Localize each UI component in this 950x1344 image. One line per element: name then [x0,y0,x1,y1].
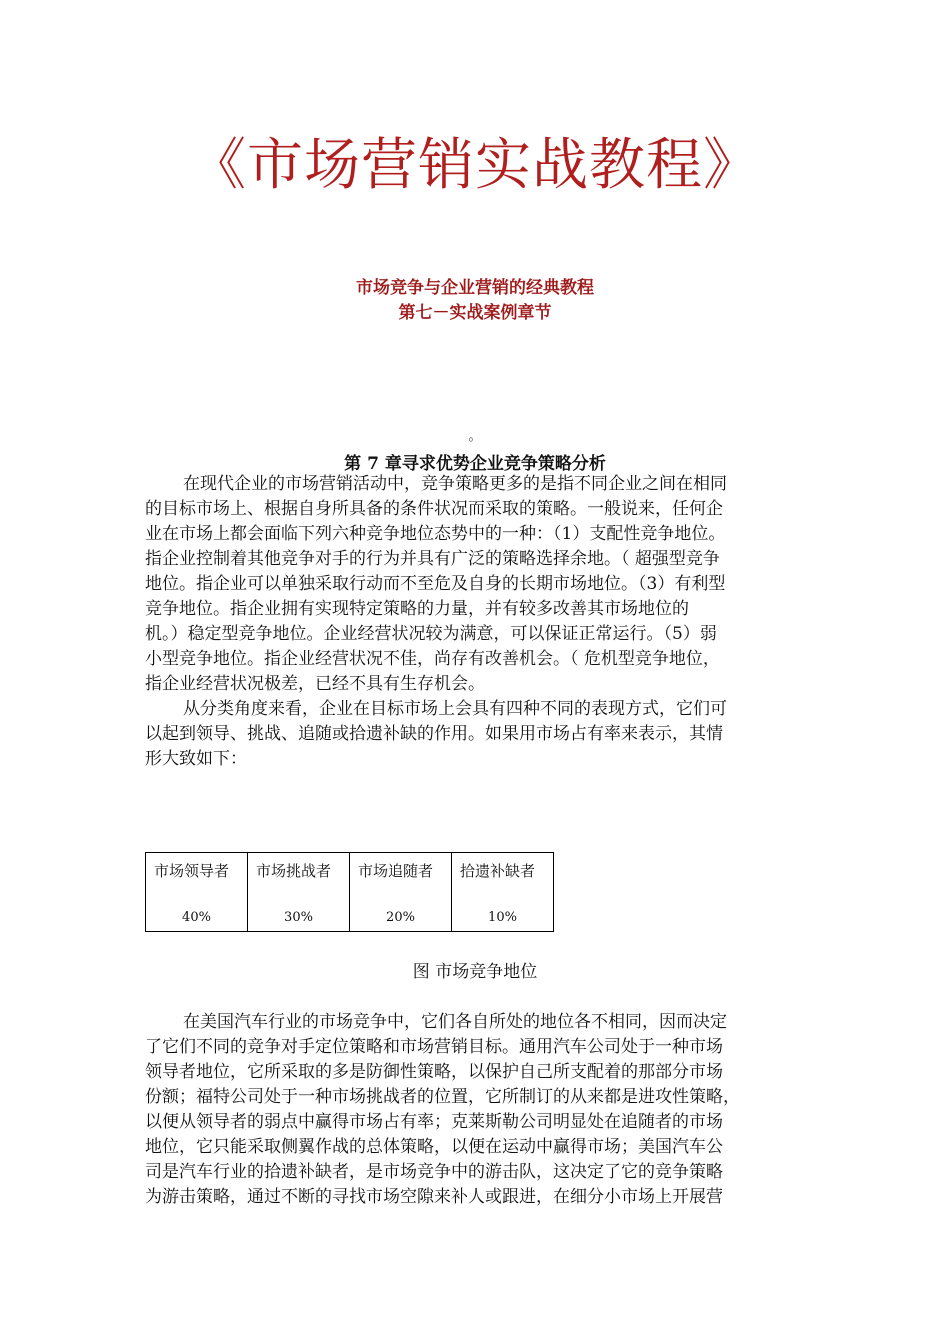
position-label: 市场领导者 [154,862,230,880]
small-mark: 。 [468,429,482,444]
paragraph-line: 从分类角度来看，企业在目标市场上会具有四种不同的表现方式，它们可 [183,699,727,719]
market-position-table [145,852,554,932]
paragraph-line: 业在市场上都会面临下列六种竞争地位态势中的一种：（1）支配性竞争地位。 [145,524,726,544]
paragraph-line: 了它们不同的竞争对手定位策略和市场营销目标。通用汽车公司处于一种市场 [145,1037,723,1057]
paragraph-line: 在美国汽车行业的市场竞争中，它们各自所处的地位各不相同，因而决定 [183,1012,727,1032]
paragraph-line: 小型竞争地位。指企业经营状况不佳，尚存有改善机会。（ 危机型竞争地位， [145,649,720,669]
document-title: 《市场营销实战教程》 [190,133,760,198]
position-label: 市场挑战者 [256,862,332,880]
paragraph-line: 指企业控制着其他竞争对手的行为并具有广泛的策略选择余地。（ 超强型竞争 [145,549,720,569]
paragraph-line: 地位，它只能采取侧翼作战的总体策略，以便在运动中赢得市场；美国汽车公 [145,1137,723,1157]
figure-caption: 图 市场竞争地位 [412,962,538,982]
paragraph-line: 指企业经营状况极差，已经不具有生存机会。 [145,674,485,694]
paragraph-line: 的目标市场上、根据自身所具备的条件状况而采取的策略。一般说来，任何企 [145,499,723,519]
position-share: 30% [284,910,313,925]
table-cell [146,853,248,932]
subtitle-line-1: 市场竞争与企业营销的经典教程 [356,278,594,298]
table-cell [350,853,452,932]
paragraph-line: 份额；福特公司处于一种市场挑战者的位置，它所制订的从来都是进攻性策略， [145,1087,740,1107]
position-label: 拾遗补缺者 [460,862,536,880]
paragraph-line: 以便从领导者的弱点中赢得市场占有率；克莱斯勒公司明显处在追随者的市场 [145,1112,723,1132]
paragraph-line: 机。）稳定型竞争地位。企业经营状况较为满意，可以保证正常运行。（5）弱 [145,624,717,644]
table-row [146,853,554,932]
subtitle-line-2: 第七－实战案例章节 [398,303,552,323]
paragraph-line: 地位。指企业可以单独采取行动而不至危及自身的长期市场地位。（3）有利型 [145,574,726,594]
paragraph-line: 形大致如下： [145,749,247,769]
paragraph-line: 司是汽车行业的拾遗补缺者，是市场竞争中的游击队，这决定了它的竞争策略 [145,1162,723,1182]
chapter-title: 第 7 章寻求优势企业竞争策略分析 [344,454,606,474]
table-cell [452,853,554,932]
paragraph-line: 在现代企业的市场营销活动中，竞争策略更多的是指不同企业之间在相同 [183,474,727,494]
position-share: 10% [488,910,517,925]
paragraph-line: 以起到领导、挑战、追随或拾遗补缺的作用。如果用市场占有率来表示，其情 [145,724,723,744]
paragraph-line: 领导者地位，它所采取的多是防御性策略，以保护自己所支配着的那部分市场 [145,1062,723,1082]
position-label: 市场追随者 [358,862,434,880]
table-cell [248,853,350,932]
position-share: 40% [182,910,211,925]
paragraph-line: 竞争地位。指企业拥有实现特定策略的力量，并有较多改善其市场地位的 [145,599,689,619]
paragraph-line: 为游击策略，通过不断的寻找市场空隙来补人或跟进，在细分小市场上开展营 [145,1187,723,1207]
position-share: 20% [386,910,415,925]
